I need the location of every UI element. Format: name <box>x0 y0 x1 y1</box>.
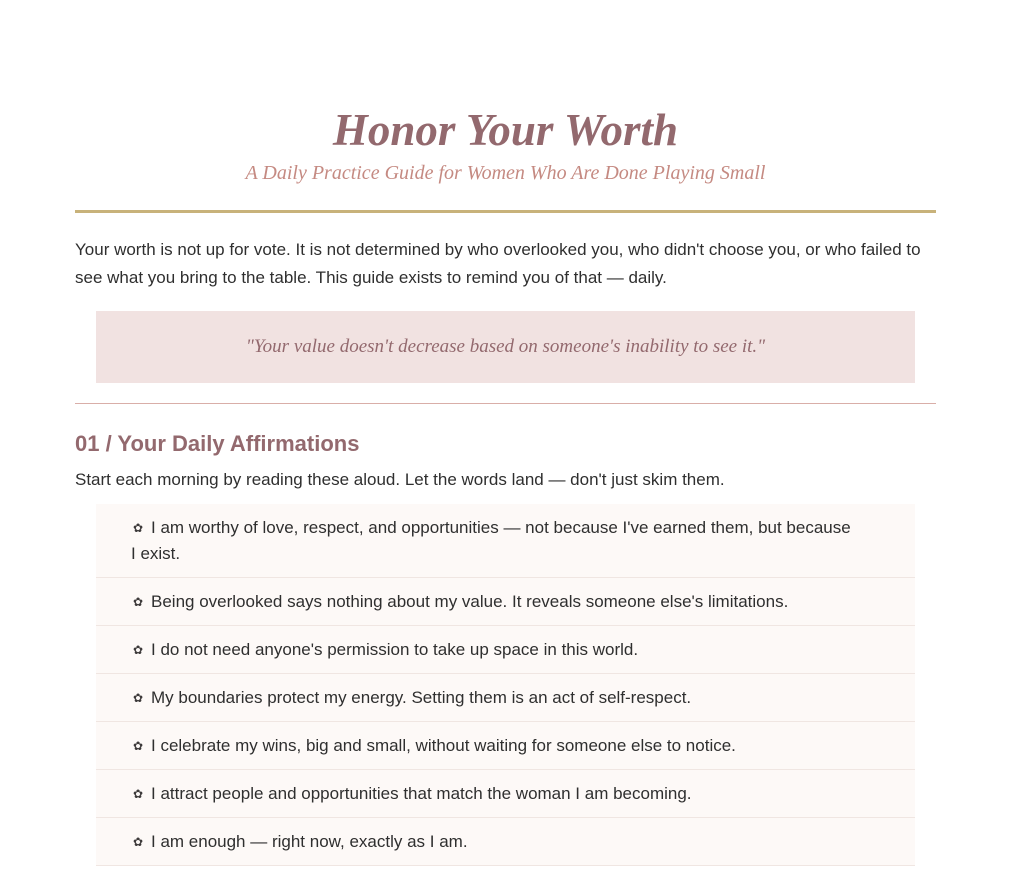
flower-icon: ✿ <box>132 691 144 705</box>
list-item <box>96 770 915 818</box>
flower-icon: ✿ <box>132 595 144 609</box>
intro-paragraph: Your worth is not up for vote. It is not determined by who overlooked you, who didn't choose you, or who failed to see what you bring to the table. This guide exists to remind you of that — daily. <box>75 240 921 287</box>
flower-icon: ✿ <box>132 521 144 535</box>
list-item <box>96 722 915 770</box>
section-intro: Start each morning by reading these aloud. Let the words land — don't just skim them. <box>75 470 725 489</box>
page-subtitle: A Daily Practice Guide for Women Who Are Done Playing Small <box>245 162 766 184</box>
affirmation-text: Being overlooked says nothing about my value. It reveals someone else's limitations. <box>151 592 789 611</box>
quote-text: "Your value doesn't decrease based on someone's inability to see it." <box>245 336 766 357</box>
affirmations-list <box>96 504 915 866</box>
flower-icon: ✿ <box>132 739 144 753</box>
section-heading-affirmations: 01 / Your Daily Affirmations <box>75 431 360 456</box>
affirmation-text: I am worthy of love, respect, and opportunities — not because I've earned them, but because I exist. <box>131 518 851 563</box>
section-divider <box>75 403 936 404</box>
affirmation-text: I celebrate my wins, big and small, without waiting for someone else to notice. <box>151 736 736 755</box>
page-title: Honor Your Worth <box>332 105 679 155</box>
list-item <box>96 626 915 674</box>
list-item <box>96 578 915 626</box>
flower-icon: ✿ <box>132 835 144 849</box>
list-item <box>96 674 915 722</box>
list-item <box>96 504 915 578</box>
affirmation-text: My boundaries protect my energy. Setting them is an act of self-respect. <box>151 688 692 707</box>
list-item <box>96 818 915 866</box>
affirmation-text: I attract people and opportunities that match the woman I am becoming. <box>151 784 692 803</box>
quote-callout <box>96 311 915 383</box>
affirmation-text: I do not need anyone's permission to take up space in this world. <box>151 640 639 659</box>
flower-icon: ✿ <box>132 787 144 801</box>
affirmation-text: I am enough — right now, exactly as I am. <box>151 832 468 851</box>
title-divider <box>75 210 936 213</box>
flower-icon: ✿ <box>132 643 144 657</box>
